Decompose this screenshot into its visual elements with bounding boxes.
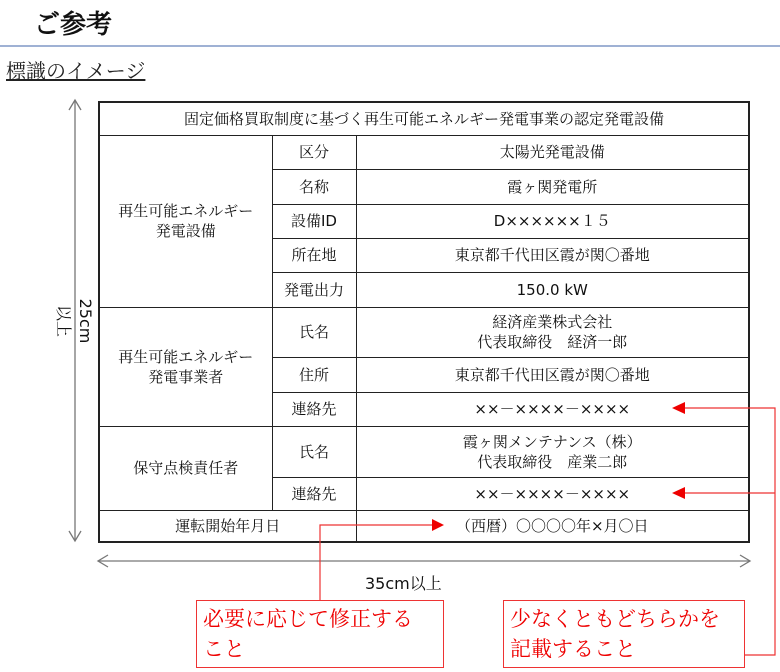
- row-key: 氏名: [272, 426, 356, 477]
- height-dimension-label: 25cm以上: [54, 298, 95, 344]
- width-dimension-label: 35cm以上: [365, 574, 442, 593]
- row-value: ××－××××－××××: [356, 477, 749, 510]
- arrow-icon: [672, 487, 685, 499]
- row-key: 区分: [272, 135, 356, 169]
- row-value: 経済産業株式会社 代表取締役 経済一郎: [356, 307, 749, 357]
- section-label: 再生可能エネルギー 発電事業者: [99, 307, 272, 426]
- section-label: 保守点検責任者: [99, 426, 272, 510]
- row-value: 東京都千代田区霞が関〇番地: [356, 238, 749, 272]
- start-date-label: 運転開始年月日: [99, 510, 356, 542]
- row-value: 霞ヶ関発電所: [356, 169, 749, 204]
- section-label: 再生可能エネルギー 発電設備: [99, 135, 272, 307]
- row-key: 連絡先: [272, 477, 356, 510]
- row-value: 東京都千代田区霞が関〇番地: [356, 357, 749, 392]
- row-key: 設備ID: [272, 204, 356, 238]
- section-subtitle: 標識のイメージ: [6, 59, 146, 83]
- row-value: D××××××１５: [356, 204, 749, 238]
- row-value: 霞ヶ関メンテナンス（株） 代表取締役 産業二郎: [356, 426, 749, 477]
- row-key: 氏名: [272, 307, 356, 357]
- row-value: ××－××××－××××: [356, 392, 749, 426]
- note-modify: 必要に応じて修正する こと: [196, 600, 444, 668]
- row-value: 150.0 kW: [356, 272, 749, 307]
- start-date-value: （西暦）〇〇〇〇年×月〇日: [356, 510, 749, 542]
- page-title: ご参考: [34, 10, 113, 40]
- row-key: 連絡先: [272, 392, 356, 426]
- sign-heading: 固定価格買取制度に基づく再生可能エネルギー発電事業の認定発電設備: [99, 102, 749, 135]
- row-key: 所在地: [272, 238, 356, 272]
- row-key: 発電出力: [272, 272, 356, 307]
- row-key: 住所: [272, 357, 356, 392]
- note-either: 少なくともどちらかを 記載すること: [503, 600, 745, 668]
- arrow-icon: [672, 402, 685, 414]
- row-value: 太陽光発電設備: [356, 135, 749, 169]
- row-key: 名称: [272, 169, 356, 204]
- arrow-icon: [432, 519, 444, 531]
